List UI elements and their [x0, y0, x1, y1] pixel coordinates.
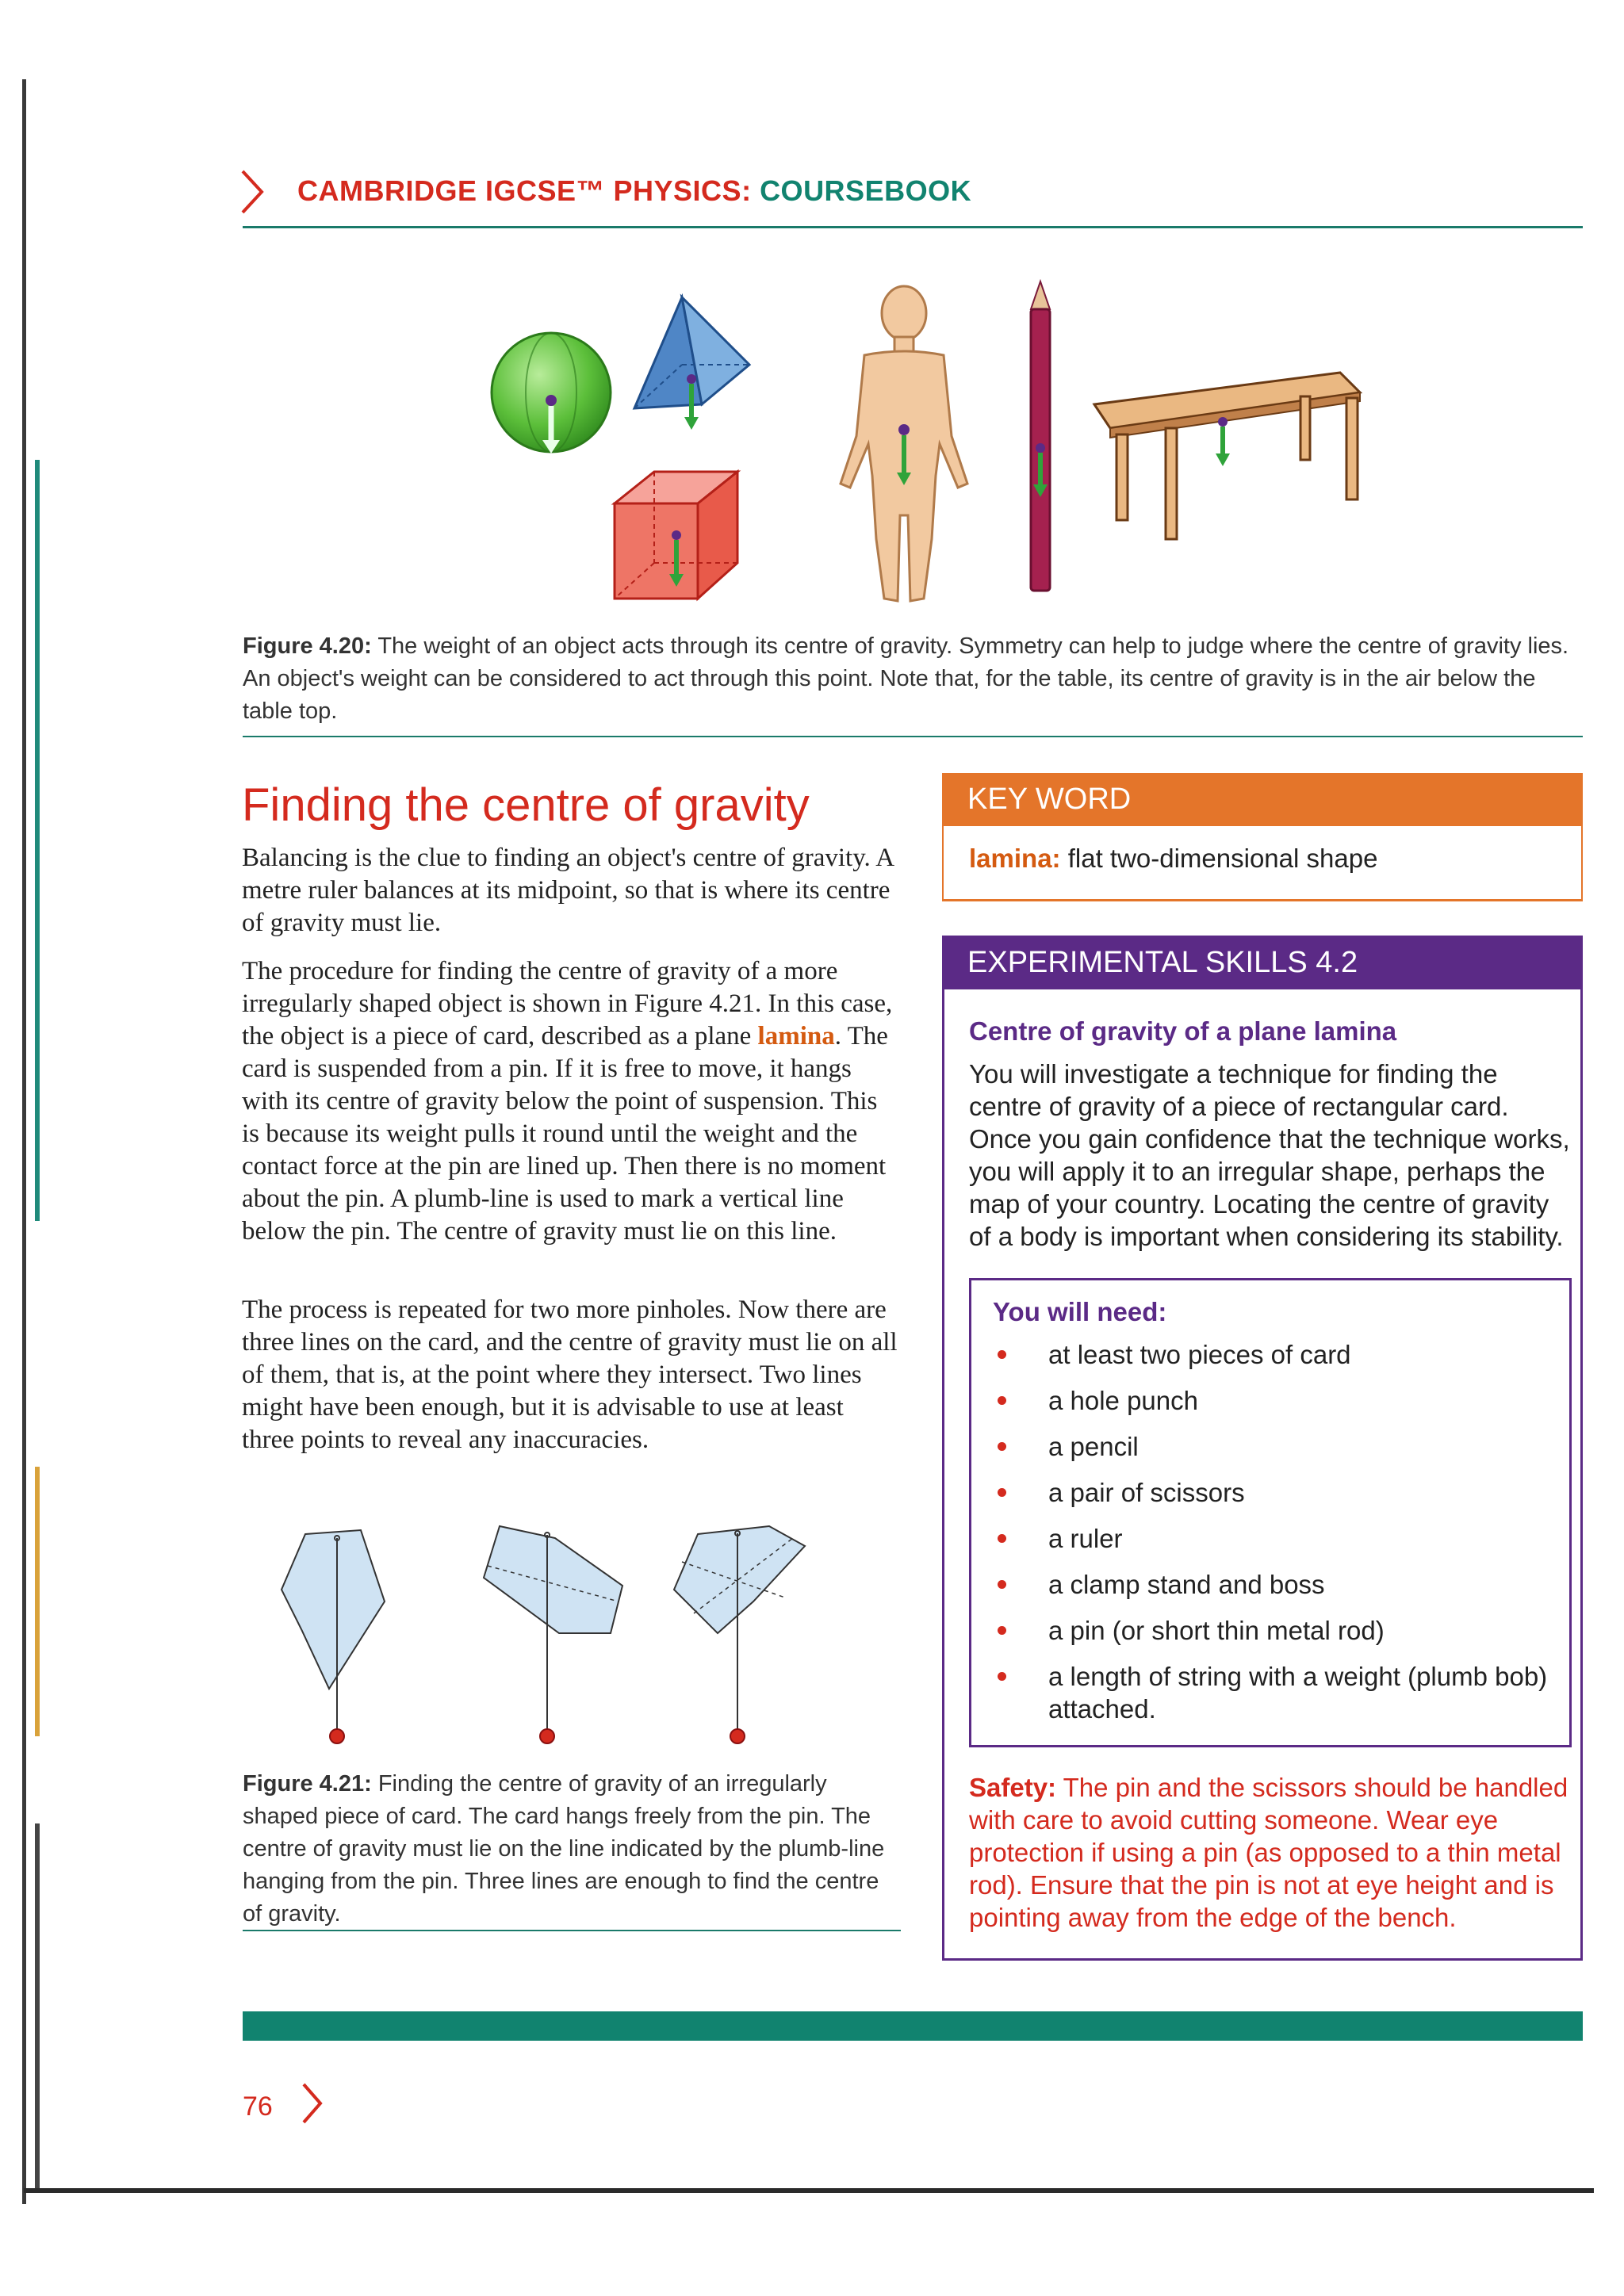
experimental-skills-heading: EXPERIMENTAL SKILLS 4.2: [942, 936, 1583, 989]
safety-text: The pin and the scissors should be handled with care to avoid cutting someone. Wear eye protection if using a pin (as opposed to a thin metal rod). Ensure that the pin is not at eye height and is pointing away from the edge of the bench.: [969, 1773, 1568, 1932]
list-item-text: a pencil: [1048, 1432, 1139, 1461]
bullet-icon: [998, 1672, 1006, 1681]
paragraph-2: [242, 955, 900, 1248]
safety-note: [969, 1771, 1572, 1934]
list-item-text: a clamp stand and boss: [1048, 1570, 1325, 1599]
header-title-part2: COURSEBOOK: [760, 174, 972, 207]
list-item-text: a pin (or short thin metal rod): [1048, 1616, 1385, 1645]
safety-label: Safety:: [969, 1773, 1057, 1802]
scan-edge: [22, 79, 26, 2204]
you-will-need-title: You will need:: [993, 1297, 1167, 1326]
pencil-shape: [1031, 281, 1050, 591]
sphere-shape: [492, 333, 611, 453]
header-title-part1: CAMBRIDGE IGCSE™ PHYSICS:: [297, 174, 760, 207]
list-item: [993, 1568, 1556, 1601]
caption-rule: [243, 736, 1583, 737]
paragraph-1: Balancing is the clue to finding an object's centre of gravity. A metre ruler balances at its midpoint, so that is where its centre of gravity must lie.: [242, 844, 894, 937]
scan-edge-teal: [35, 460, 40, 1221]
bullet-icon: [998, 1626, 1006, 1635]
paragraph-2-before: The procedure for finding the centre of gravity of a more irregularly shaped object is shown in Figure 4.21. In this case, the object is a piece of card, described as a plane: [242, 957, 893, 1050]
equipment-list: [993, 1338, 1556, 1739]
figure-4-21-text: Finding the centre of gravity of an irregularly shaped piece of card. The card hangs freely from the pin. The centre of gravity must lie on the line indicated by the plumb-line hanging from the pin. Three lines are enough to find the centre of gravity.: [243, 1771, 885, 1927]
list-item: [993, 1476, 1556, 1509]
card-hanging-3: [674, 1526, 805, 1743]
bullet-icon: [998, 1350, 1006, 1359]
paragraph-2-after: . The card is suspended from a pin. If it is free to move, it hangs with its centre of gravity below the point of suspension. This is because its weight pulls it round until the weight and the contact force at the pin are lined up. Then there is no moment about the pin. A plumb-line is used to mark a vertical line below the pin. The centre of gravity must lie on this line.: [242, 1022, 888, 1246]
figure-4-20-text: The weight of an object acts through its centre of gravity. Symmetry can help to judge where the centre of gravity lies. An object's weight can be considered to act through this point. Note that, for the table, its centre of gravity is in the air below the table top.: [243, 633, 1569, 724]
bullet-icon: [998, 1580, 1006, 1589]
bullet-icon: [998, 1488, 1006, 1497]
section-title: Finding the centre of gravity: [242, 779, 810, 831]
paragraph-3: The process is repeated for two more pinholes. Now there are three lines on the card, and the centre of gravity must lie on all of them, that is, at the point where they intersect. Two lines might have been enough, but it is advisable to use at least three points to reveal any inaccuracies.: [242, 1295, 898, 1454]
running-header: [297, 174, 971, 208]
list-item: [993, 1384, 1556, 1417]
page-number: 76: [243, 2091, 273, 2122]
list-item-text: a pair of scissors: [1048, 1478, 1245, 1507]
list-item: [993, 1430, 1556, 1463]
keyword-lamina: lamina: [757, 1022, 835, 1050]
caption-rule-2: [243, 1930, 901, 1931]
list-item-text: a ruler: [1048, 1524, 1123, 1553]
figure-4-20-label: Figure 4.20:: [243, 633, 372, 659]
card-hanging-2: [484, 1526, 622, 1743]
bullet-icon: [998, 1442, 1006, 1451]
scan-edge-gold: [35, 1467, 40, 1736]
pyramid-shape: [634, 297, 749, 430]
card-hanging-1: [282, 1530, 385, 1743]
bullet-icon: [998, 1534, 1006, 1543]
figure-4-21-illustration: [262, 1514, 896, 1752]
key-word-term: lamina:: [969, 844, 1061, 873]
key-word-body: [942, 826, 1583, 901]
figure-4-20-caption: [243, 630, 1583, 728]
cube-shape: [615, 472, 737, 599]
scan-bottom-edge: [24, 2188, 1594, 2193]
list-item-text: a length of string with a weight (plumb bob) attached.: [1048, 1662, 1548, 1724]
list-item: [993, 1522, 1556, 1555]
figure-4-21-caption: [243, 1768, 901, 1931]
key-word-heading: KEY WORD: [942, 773, 1583, 826]
chevron-right-icon: [236, 168, 268, 216]
scan-edge-black: [35, 1823, 40, 2188]
list-item: [993, 1338, 1556, 1371]
list-item-text: a hole punch: [1048, 1386, 1198, 1415]
experimental-skills-intro: You will investigate a technique for finding the centre of gravity of a piece of rectangular card. Once you gain confidence that the technique works, you will apply it to an irregular shape, perhaps the map of your country. Locating the centre of gravity of a body is important when considering its stability.: [969, 1059, 1570, 1251]
bullet-icon: [998, 1396, 1006, 1405]
list-item: [993, 1614, 1556, 1647]
key-word-definition: flat two-dimensional shape: [1060, 844, 1378, 873]
table-shape: [1094, 373, 1360, 539]
chevron-right-icon[interactable]: [300, 2081, 324, 2126]
experimental-skills-subheading: Centre of gravity of a plane lamina: [969, 1016, 1397, 1046]
figure-4-21-label: Figure 4.21:: [243, 1771, 372, 1797]
list-item-text: at least two pieces of card: [1048, 1340, 1351, 1369]
human-figure: [841, 286, 967, 601]
list-item: [993, 1660, 1556, 1725]
footer-bar: [243, 2011, 1583, 2041]
header-rule: [243, 226, 1583, 228]
figure-4-20-illustration: [476, 277, 1427, 618]
